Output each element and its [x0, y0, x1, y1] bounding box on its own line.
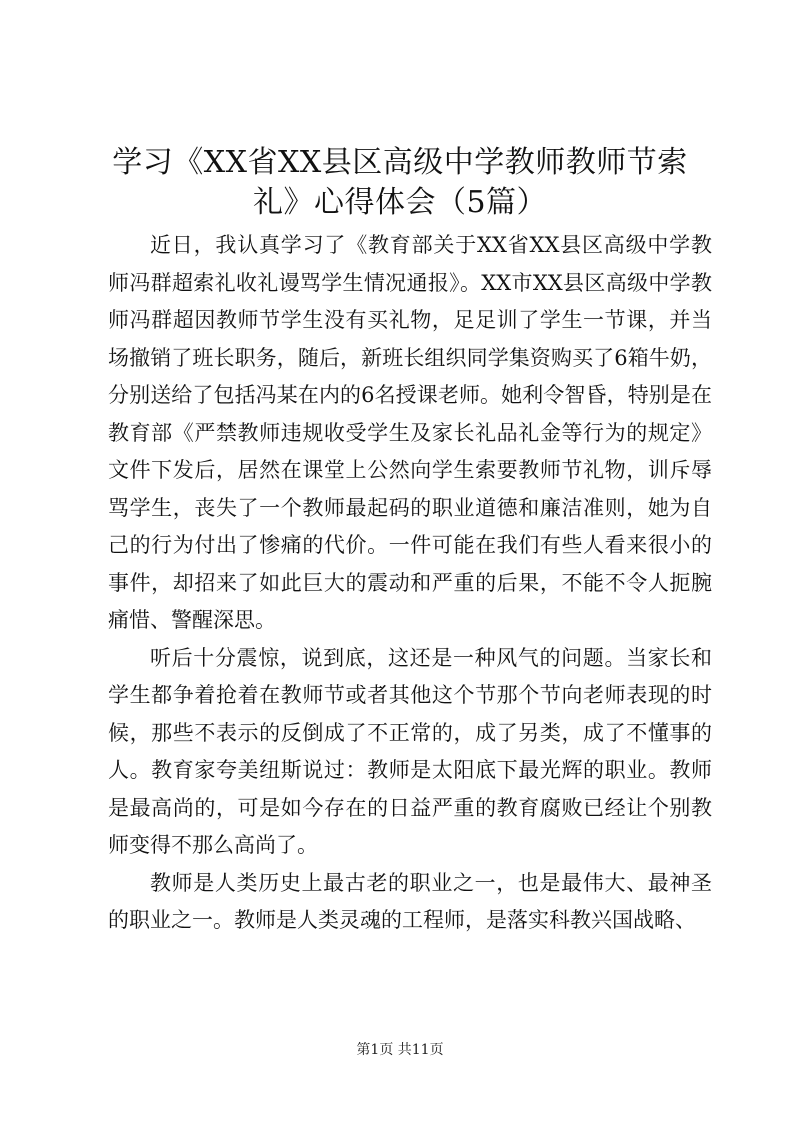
page-number: 第1页 共11页	[356, 1042, 444, 1058]
page-footer	[0, 1040, 800, 1060]
paragraph-2: 听后十分震惊，说到底，这还是一种风气的问题。当家长和学生都争着抢着在教师节或者其他这个节那个节向老师表现的时候，那些不表示的反倒成了不正常的，成了另类，成了不懂事的人。教育家夸美纽斯说过：教师是太阳底下最光辉的职业。教师是最高尚的，可是如今存在的日益严重的教育腐败已经让个别教师变得不那么高尚了。	[108, 645, 712, 857]
paragraph-3: 教师是人类历史上最古老的职业之一，也是最伟大、最神圣的职业之一。教师是人类灵魂的工程师，是落实科教兴国战略、	[108, 870, 712, 932]
paragraph-1: 近日，我认真学习了《教育部关于XX省XX县区高级中学教师冯群超索礼收礼谩骂学生情况通报》。XX市XX县区高级中学教师冯群超因教师节学生没有买礼物，足足训了学生一节课，并当场撤销了班长职务，随后，新班长组织同学集资购买了6箱牛奶，分别送给了包括冯某在内的6名授课老师。她利令智昏，特别是在教育部《严禁教师违规收受学生及家长礼品礼金等行为的规定》文件下发后，居然在课堂上公然向学生索要教师节礼物，训斥辱骂学生，丧失了一个教师最起码的职业道德和廉洁准则，她为自己的行为付出了惨痛的代价。一件可能在我们有些人看来很小的事件，却招来了如此巨大的震动和严重的后果，不能不令人扼腕痛惜、警醒深思。	[108, 233, 712, 632]
document-body	[108, 227, 712, 940]
document-title	[90, 143, 710, 223]
title-line-1: 学习《XX省XX县区高级中学教师教师节索	[112, 145, 688, 180]
title-line-2: 礼》心得体会（5篇）	[252, 185, 548, 220]
